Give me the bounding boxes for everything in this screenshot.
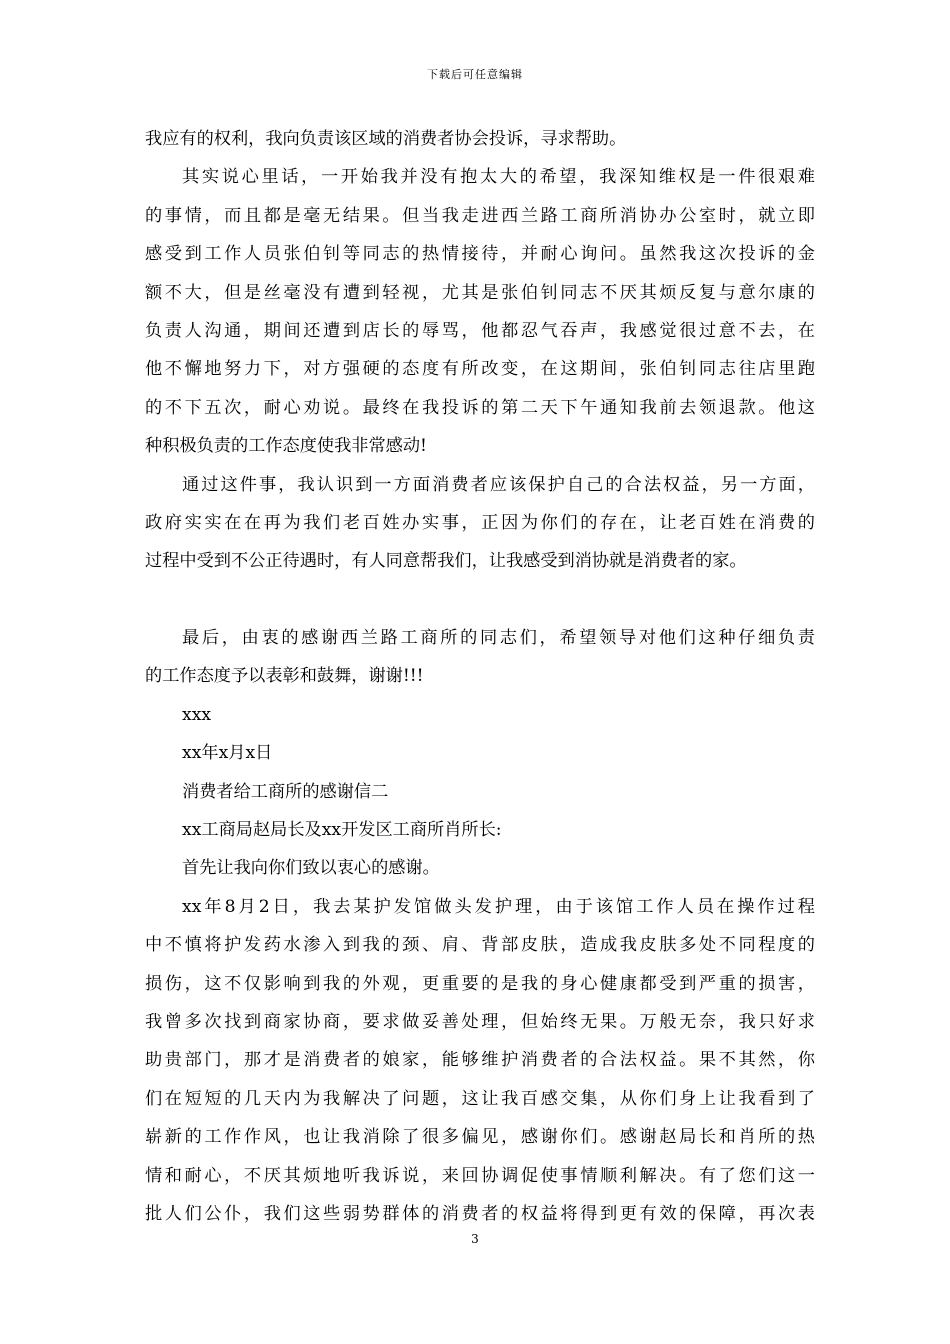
text-line: 种积极负责的工作态度使我非常感动! bbox=[145, 436, 427, 457]
text-line: 崭新的工作作风，也让我消除了很多偏见，感谢你们。感谢赵局长和肖所的热 bbox=[145, 1127, 815, 1148]
signature-date: xx年x月x日 bbox=[182, 743, 273, 764]
text-line: 我应有的权利，我向负责该区域的消费者协会投诉，寻求帮助。 bbox=[145, 129, 627, 149]
section-title: 消费者给工商所的感谢信二 bbox=[182, 781, 389, 802]
text-line: 们在短短的几天内为我解决了问题，这让我百感交集，从你们身上让我看到了 bbox=[145, 1088, 815, 1109]
text-line: 负责人沟通，期间还遭到店长的辱骂，他都忍气吞声，我感觉很过意不去，在 bbox=[145, 320, 815, 341]
text-line: 助贵部门，那才是消费者的娘家，能够维护消费者的合法权益。果不其然，你 bbox=[145, 1050, 815, 1071]
text-line: 情和耐心，不厌其烦地听我诉说，来回协调促使事情顺利解决。有了您们这一 bbox=[145, 1165, 815, 1186]
text-line: 额不大，但是丝毫没有遭到轻视，尤其是张伯钊同志不厌其烦反复与意尔康的 bbox=[145, 282, 815, 303]
text-line: 中不慎将护发药水渗入到我的颈、肩、背部皮肤，造成我皮肤多处不同程度的 bbox=[145, 935, 815, 956]
text-line: 他不懈地努力下，对方强硬的态度有所改变，在这期间，张伯钊同志往店里跑 bbox=[145, 359, 815, 380]
blank-line bbox=[145, 581, 815, 619]
paragraph-start: 首先让我向你们致以衷心的感谢。 bbox=[182, 858, 440, 879]
salutation: xx工商局赵局长及xx开发区工商所肖所长: bbox=[182, 820, 502, 841]
text-line: 的事情，而且都是毫无结果。但当我走进西兰路工商所消协办公室时，就立即 bbox=[145, 205, 815, 226]
text-line: 的不下五次，耐心劝说。最终在我投诉的第二天下午通知我前去领退款。他这 bbox=[145, 397, 815, 418]
page-number: 3 bbox=[471, 1232, 479, 1246]
paragraph-start: 通过这件事，我认识到一方面消费者应该保护自己的合法权益，另一方面， bbox=[182, 474, 815, 495]
text-line: 批人们公仆，我们这些弱势群体的消费者的权益将得到更有效的保障，再次表 bbox=[145, 1203, 815, 1224]
document-body bbox=[145, 120, 815, 1233]
paragraph-start: 其实说心里话，一开始我并没有抱太大的希望，我深知维权是一件很艰难 bbox=[182, 167, 815, 188]
text-line: 我曾多次找到商家协商，要求做妥善处理，但始终无果。万般无奈，我只好求 bbox=[145, 1011, 815, 1032]
paragraph-start: xx年8月2日，我去某护发馆做头发护理，由于该馆工作人员在操作过程 bbox=[182, 896, 815, 917]
text-line: 感受到工作人员张伯钊等同志的热情接待，并耐心询问。虽然我这次投诉的金 bbox=[145, 244, 815, 265]
text-line: 过程中受到不公正待遇时，有人同意帮我们，让我感受到消协就是消费者的家。 bbox=[145, 551, 747, 572]
text-line: 的工作态度予以表彰和鼓舞，谢谢!!! bbox=[145, 666, 424, 687]
text-line: 政府实实在在再为我们老百姓办实事，正因为你们的存在，让老百姓在消费的 bbox=[145, 512, 815, 533]
text-line: 损伤，这不仅影响到我的外观，更重要的是我的身心健康都受到严重的损害， bbox=[145, 973, 815, 994]
paragraph-start: 最后，由衷的感谢西兰路工商所的同志们，希望领导对他们这种仔细负责 bbox=[182, 628, 815, 649]
page-header: 下载后可任意编辑 bbox=[427, 68, 523, 81]
signature-name: xxx bbox=[182, 704, 212, 725]
